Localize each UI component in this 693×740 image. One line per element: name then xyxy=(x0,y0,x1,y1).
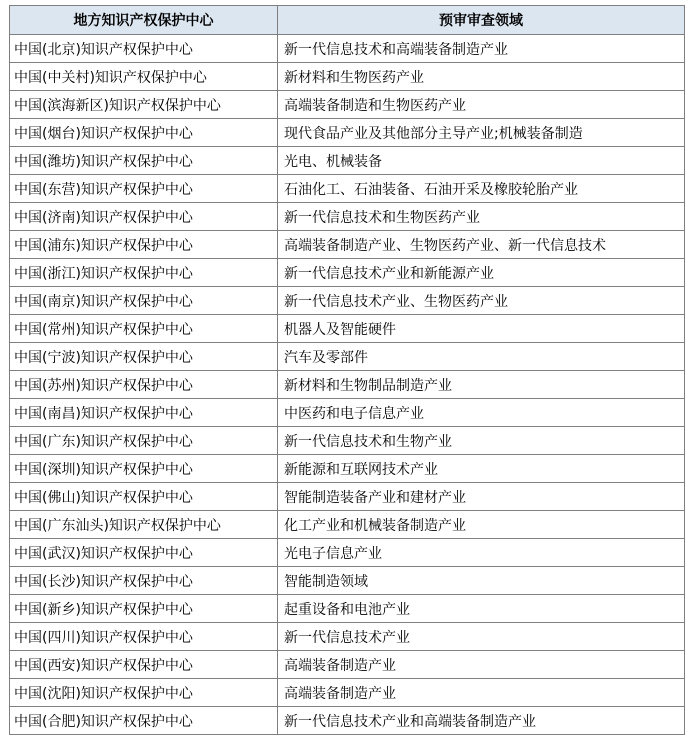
center-name-cell: 中国(宁波)知识产权保护中心 xyxy=(10,343,278,371)
table-row xyxy=(10,623,685,651)
review-field-cell: 新材料和生物医药产业 xyxy=(278,63,685,91)
table-row xyxy=(10,651,685,679)
center-name-cell: 中国(合肥)知识产权保护中心 xyxy=(10,707,278,735)
review-field-cell: 高端装备制造和生物医药产业 xyxy=(278,91,685,119)
table-row xyxy=(10,343,685,371)
table-row xyxy=(10,371,685,399)
table-row xyxy=(10,147,685,175)
center-name-cell: 中国(浦东)知识产权保护中心 xyxy=(10,231,278,259)
table-body xyxy=(10,35,685,735)
table-row xyxy=(10,35,685,63)
table-row xyxy=(10,483,685,511)
center-name-cell: 中国(北京)知识产权保护中心 xyxy=(10,35,278,63)
review-field-cell: 智能制造装备产业和建材产业 xyxy=(278,483,685,511)
header-review-field: 预审审查领域 xyxy=(278,6,685,35)
review-field-cell: 新一代信息技术产业和高端装备制造产业 xyxy=(278,707,685,735)
review-field-cell: 新一代信息技术和生物医药产业 xyxy=(278,203,685,231)
review-field-cell: 新一代信息技术产业和新能源产业 xyxy=(278,259,685,287)
center-name-cell: 中国(常州)知识产权保护中心 xyxy=(10,315,278,343)
center-name-cell: 中国(广东汕头)知识产权保护中心 xyxy=(10,511,278,539)
table-row xyxy=(10,707,685,735)
table-row xyxy=(10,455,685,483)
center-name-cell: 中国(潍坊)知识产权保护中心 xyxy=(10,147,278,175)
center-name-cell: 中国(广东)知识产权保护中心 xyxy=(10,427,278,455)
review-field-cell: 高端装备制造产业 xyxy=(278,679,685,707)
review-field-cell: 光电子信息产业 xyxy=(278,539,685,567)
review-field-cell: 新材料和生物制品制造产业 xyxy=(278,371,685,399)
review-field-cell: 高端装备制造产业、生物医药产业、新一代信息技术 xyxy=(278,231,685,259)
center-name-cell: 中国(南昌)知识产权保护中心 xyxy=(10,399,278,427)
review-field-cell: 智能制造领域 xyxy=(278,567,685,595)
center-name-cell: 中国(深圳)知识产权保护中心 xyxy=(10,455,278,483)
table-row xyxy=(10,175,685,203)
review-field-cell: 化工产业和机械装备制造产业 xyxy=(278,511,685,539)
table-row xyxy=(10,203,685,231)
table-row xyxy=(10,427,685,455)
review-field-cell: 现代食品产业及其他部分主导产业;机械装备制造 xyxy=(278,119,685,147)
center-name-cell: 中国(南京)知识产权保护中心 xyxy=(10,287,278,315)
review-field-cell: 新一代信息技术产业、生物医药产业 xyxy=(278,287,685,315)
center-name-cell: 中国(西安)知识产权保护中心 xyxy=(10,651,278,679)
center-name-cell: 中国(佛山)知识产权保护中心 xyxy=(10,483,278,511)
center-name-cell: 中国(济南)知识产权保护中心 xyxy=(10,203,278,231)
center-name-cell: 中国(武汉)知识产权保护中心 xyxy=(10,539,278,567)
center-name-cell: 中国(沈阳)知识产权保护中心 xyxy=(10,679,278,707)
table-row xyxy=(10,595,685,623)
review-field-cell: 起重设备和电池产业 xyxy=(278,595,685,623)
review-field-cell: 光电、机械装备 xyxy=(278,147,685,175)
center-name-cell: 中国(长沙)知识产权保护中心 xyxy=(10,567,278,595)
review-field-cell: 新一代信息技术产业 xyxy=(278,623,685,651)
table-row xyxy=(10,539,685,567)
center-name-cell: 中国(苏州)知识产权保护中心 xyxy=(10,371,278,399)
table-row xyxy=(10,259,685,287)
center-name-cell: 中国(中关村)知识产权保护中心 xyxy=(10,63,278,91)
table-row xyxy=(10,231,685,259)
table-header-row xyxy=(10,6,685,35)
review-field-cell: 新一代信息技术和高端装备制造产业 xyxy=(278,35,685,63)
review-field-cell: 新一代信息技术和生物产业 xyxy=(278,427,685,455)
table-row xyxy=(10,119,685,147)
header-center-name: 地方知识产权保护中心 xyxy=(10,6,278,35)
center-name-cell: 中国(浙江)知识产权保护中心 xyxy=(10,259,278,287)
center-name-cell: 中国(四川)知识产权保护中心 xyxy=(10,623,278,651)
review-field-cell: 高端装备制造产业 xyxy=(278,651,685,679)
center-name-cell: 中国(新乡)知识产权保护中心 xyxy=(10,595,278,623)
table-row xyxy=(10,399,685,427)
center-name-cell: 中国(滨海新区)知识产权保护中心 xyxy=(10,91,278,119)
review-field-cell: 机器人及智能硬件 xyxy=(278,315,685,343)
review-field-cell: 汽车及零部件 xyxy=(278,343,685,371)
review-field-cell: 中医药和电子信息产业 xyxy=(278,399,685,427)
table-row xyxy=(10,287,685,315)
review-field-cell: 石油化工、石油装备、石油开采及橡胶轮胎产业 xyxy=(278,175,685,203)
table-row xyxy=(10,315,685,343)
center-name-cell: 中国(东营)知识产权保护中心 xyxy=(10,175,278,203)
table-row xyxy=(10,679,685,707)
table-row xyxy=(10,91,685,119)
table-row xyxy=(10,511,685,539)
review-field-cell: 新能源和互联网技术产业 xyxy=(278,455,685,483)
centers-table-container xyxy=(9,5,685,735)
center-name-cell: 中国(烟台)知识产权保护中心 xyxy=(10,119,278,147)
table-row xyxy=(10,63,685,91)
table-row xyxy=(10,567,685,595)
centers-table xyxy=(9,5,685,735)
